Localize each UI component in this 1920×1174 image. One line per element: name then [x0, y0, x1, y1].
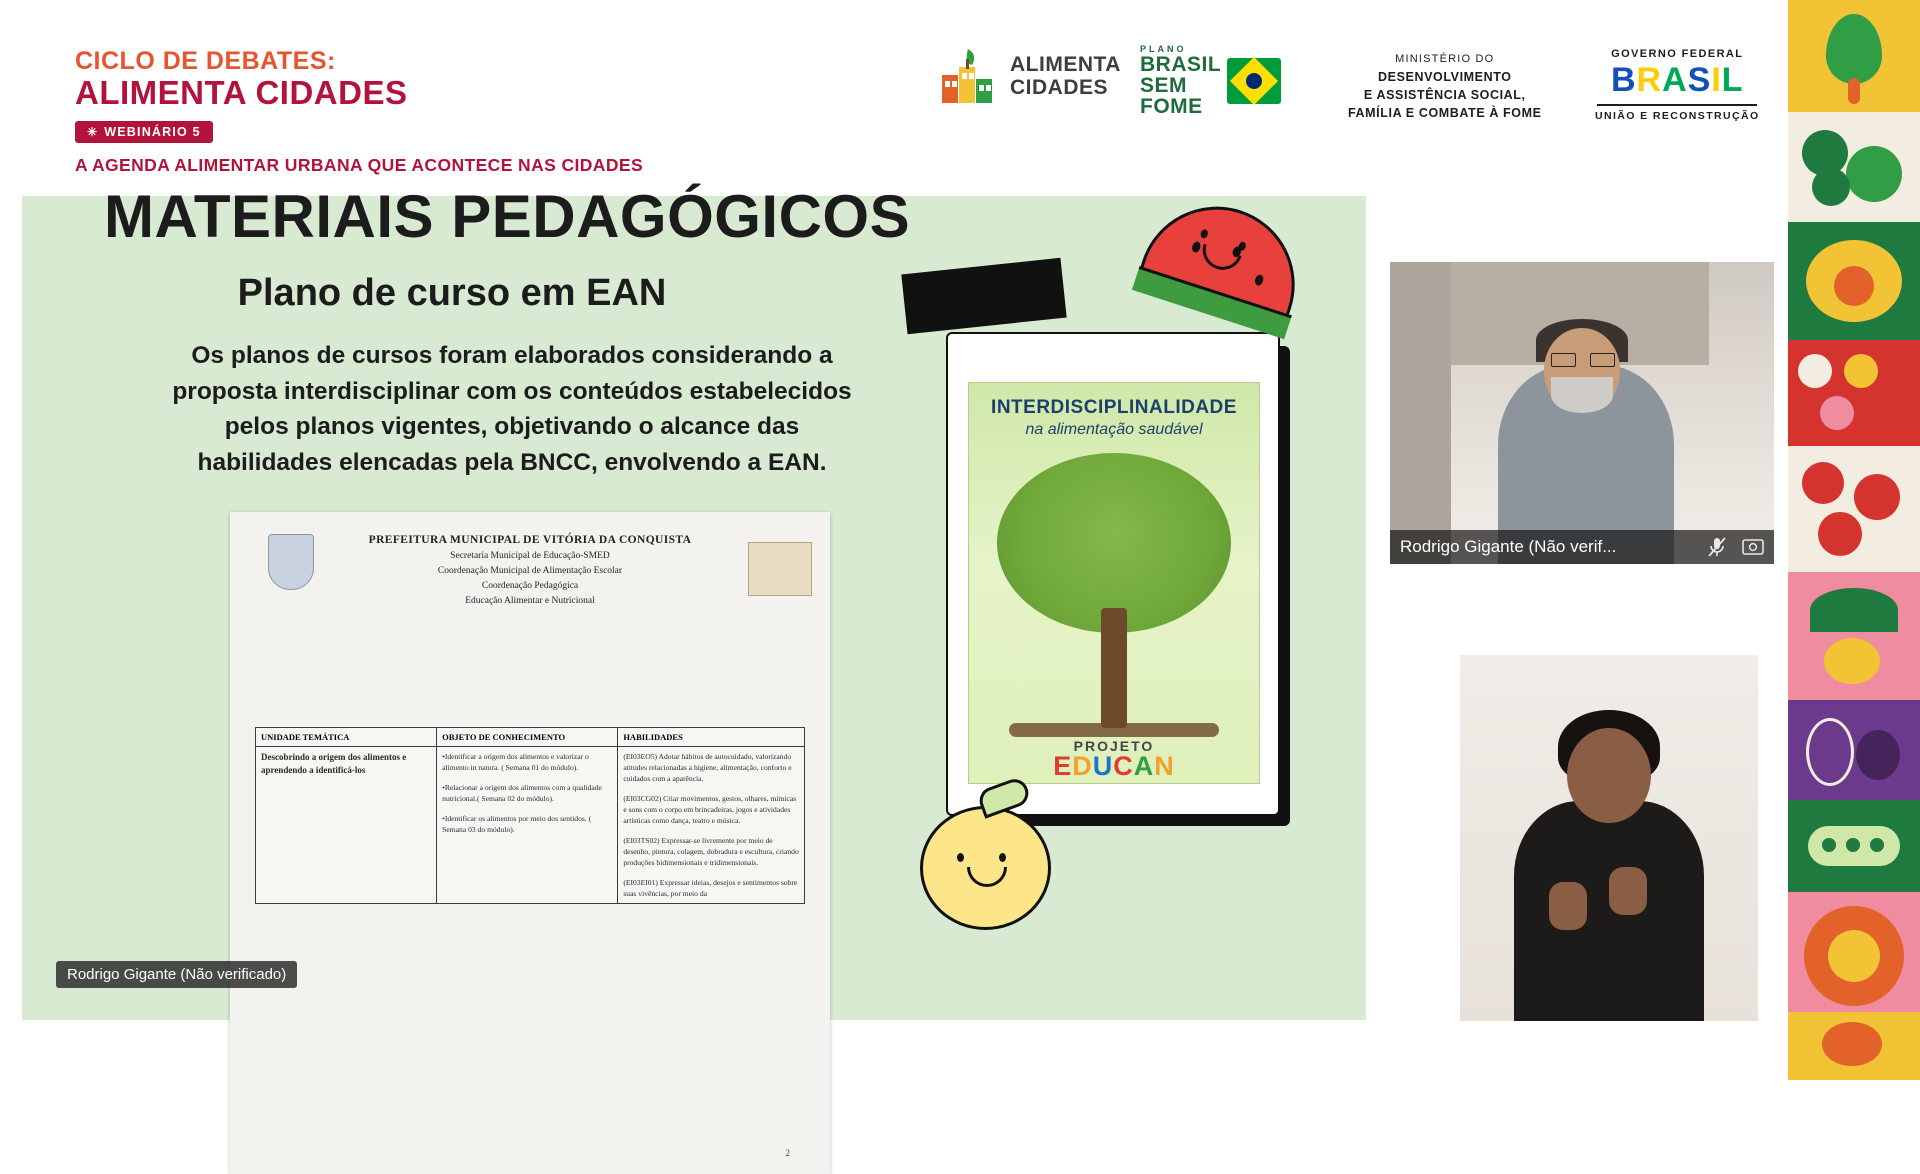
column-header-objeto: OBJETO DE CONHECIMENTO — [437, 728, 618, 747]
habilidade-item: (EI03EO5) Adotar hábitos de autocuidado, valorizando atitudes relacionadas a higiene, alimentação, conforto e cuidados com a aparência. — [623, 752, 792, 783]
doc-header-line1: PREFEITURA MUNICIPAL DE VITÓRIA DA CONQUISTA — [368, 534, 692, 546]
event-series-title: CICLO DE DEBATES: — [75, 47, 336, 75]
video-tile-interpreter[interactable] — [1460, 655, 1758, 1021]
watermelon-icon — [1135, 186, 1315, 331]
project-name: EDUCAN — [1053, 751, 1175, 781]
slide-subtitle: Plano de curso em EAN — [237, 272, 667, 314]
doc-header-line4: Coordenação Pedagógica — [481, 581, 579, 591]
pattern-cell — [1788, 446, 1920, 572]
ministerio-line4: FAMÍLIA E COMBATE À FOME — [1348, 106, 1542, 121]
brazil-flag-icon — [1227, 58, 1281, 104]
governo-federal-label: GOVERNO FEDERAL — [1611, 48, 1744, 60]
tree-trunk-icon — [1101, 608, 1127, 728]
pattern-cell — [1788, 892, 1920, 1012]
project-label: PROJETO — [1073, 738, 1155, 754]
pattern-cell — [1788, 222, 1920, 340]
bsf-line2: SEM — [1140, 74, 1188, 97]
column-header-habilidades: HABILIDADES — [618, 728, 805, 747]
decorative-pattern-strip — [1788, 0, 1920, 1080]
alimenta-cidades-logo-text — [1010, 53, 1121, 99]
slide-presenter-tag: Rodrigo Gigante (Não verificado) — [56, 961, 297, 988]
document-page-number: 2 — [785, 1148, 790, 1158]
tree-crown-icon — [997, 453, 1231, 633]
pattern-cell — [1788, 572, 1920, 700]
course-plan-table — [255, 727, 805, 904]
alimenta-cidades-logo — [938, 45, 1121, 107]
ministerio-logo — [1348, 52, 1542, 122]
objeto-item: •Identificar a origem dos alimentos e valorizar o alimento in natura. ( Semana 01 do módulo). — [442, 752, 589, 772]
column-header-unidade: UNIDADE TEMÁTICA — [256, 728, 437, 747]
habilidade-item: (EI03TS02) Expressar-se livremente por meio de desenho, pintura, colagem, dobradura e escultura, criando produções bidimensionais e tridimensionais. — [623, 836, 799, 867]
habilidade-item: (EI03CG02) Criar movimentos, gestos, olhares, mímicas e sons com o corpo em brincadeiras, jogos e atividades artísticas como dança, teatro e música. — [623, 794, 797, 825]
doc-header-line2: Secretaria Municipal de Educação-SMED — [450, 551, 610, 561]
cell-habilidades — [618, 747, 805, 904]
table-header-row — [256, 728, 805, 747]
page-header — [0, 0, 1788, 196]
divider — [1597, 104, 1757, 106]
alimenta-cidades-line2: CIDADES — [1010, 76, 1109, 99]
webinar-badge-label: WEBINÁRIO 5 — [104, 124, 201, 139]
objeto-item: •Identificar os alimentos por meio dos sentidos. ( Semana 03 do módulo). — [442, 814, 592, 834]
tree-ground-icon — [1009, 723, 1219, 737]
pattern-cell — [1788, 112, 1920, 222]
slide-title: MATERIAIS PEDAGÓGICOS — [104, 183, 911, 250]
pattern-cell — [1788, 1012, 1920, 1080]
event-subtitle: A AGENDA ALIMENTAR URBANA QUE ACONTECE NAS CIDADES — [75, 154, 644, 175]
cell-unidade: Descobrindo a origem dos alimentos e aprendendo a identificá-los — [256, 747, 437, 904]
event-name: ALIMENTA CIDADES — [75, 74, 408, 112]
doc-header-line3: Coordenação Municipal de Alimentação Escolar — [437, 566, 623, 576]
pin-video-icon[interactable] — [1738, 532, 1768, 562]
brasil-sem-fome-logo — [1140, 45, 1281, 117]
bsf-line3: FOME — [1140, 95, 1203, 118]
cell-objeto — [437, 747, 618, 904]
alimenta-cidades-line1: ALIMENTA — [1010, 52, 1121, 76]
bsf-line1: BRASIL — [1140, 53, 1222, 76]
pattern-cell — [1788, 700, 1920, 800]
governo-tagline: UNIÃO E RECONSTRUÇÃO — [1595, 110, 1760, 122]
pattern-cell — [1788, 800, 1920, 892]
ebook-subtitle: na alimentação saudável — [1025, 421, 1203, 438]
tablet-frame — [946, 332, 1280, 816]
mic-muted-icon[interactable] — [1702, 532, 1732, 562]
video-tile-bar — [1390, 530, 1774, 564]
bsf-plano-label: PLANO — [1140, 44, 1187, 54]
objeto-item: •Relacionar a origem dos alimentos com a qualidade nutricional.( Semana 02 do módulo). — [442, 783, 602, 803]
ministerio-line3: E ASSISTÊNCIA SOCIAL, — [1363, 88, 1526, 103]
slide-body-text: Os planos de cursos foram elaborados considerando a proposta interdisciplinar com os conteúdos estabelecidos pelos planos vigentes, objetivando o alcance das habilidades elencadas pela BNCC, envolvendo a EAN. — [172, 342, 852, 476]
star-icon: ✳ — [87, 124, 99, 139]
event-branding — [75, 48, 643, 176]
alimenta-cidades-mark-icon — [938, 45, 1000, 107]
ministerio-line1: MINISTÉRIO DO — [1395, 53, 1495, 65]
apple-icon — [920, 806, 1051, 930]
tablet-screen — [968, 382, 1260, 784]
participant-name: Rodrigo Gigante (Não verif... — [1400, 537, 1617, 556]
ebook-title: INTERDISCIPLINALIDADE — [991, 397, 1237, 418]
shared-slide — [22, 183, 1366, 1158]
pattern-cell — [1788, 340, 1920, 446]
ministerio-line2: DESENVOLVIMENTO — [1378, 69, 1512, 84]
course-plan-document — [230, 512, 830, 1174]
habilidade-item: (EI03EI01) Expressar ideias, desejos e sentimentos sobre suas vivências, por meio da — [623, 878, 798, 898]
webinar-badge — [75, 121, 213, 143]
table-row — [256, 747, 805, 904]
governo-federal-logo — [1595, 48, 1760, 122]
tablet-illustration — [902, 206, 1342, 966]
brasil-wordmark: BRASIL — [1610, 61, 1744, 99]
pattern-cell — [1788, 0, 1920, 112]
doc-header-line5: Educação Alimentar e Nutricional — [465, 596, 595, 606]
binder-clip-icon — [901, 258, 1066, 334]
video-tile-speaker[interactable] — [1390, 262, 1774, 564]
